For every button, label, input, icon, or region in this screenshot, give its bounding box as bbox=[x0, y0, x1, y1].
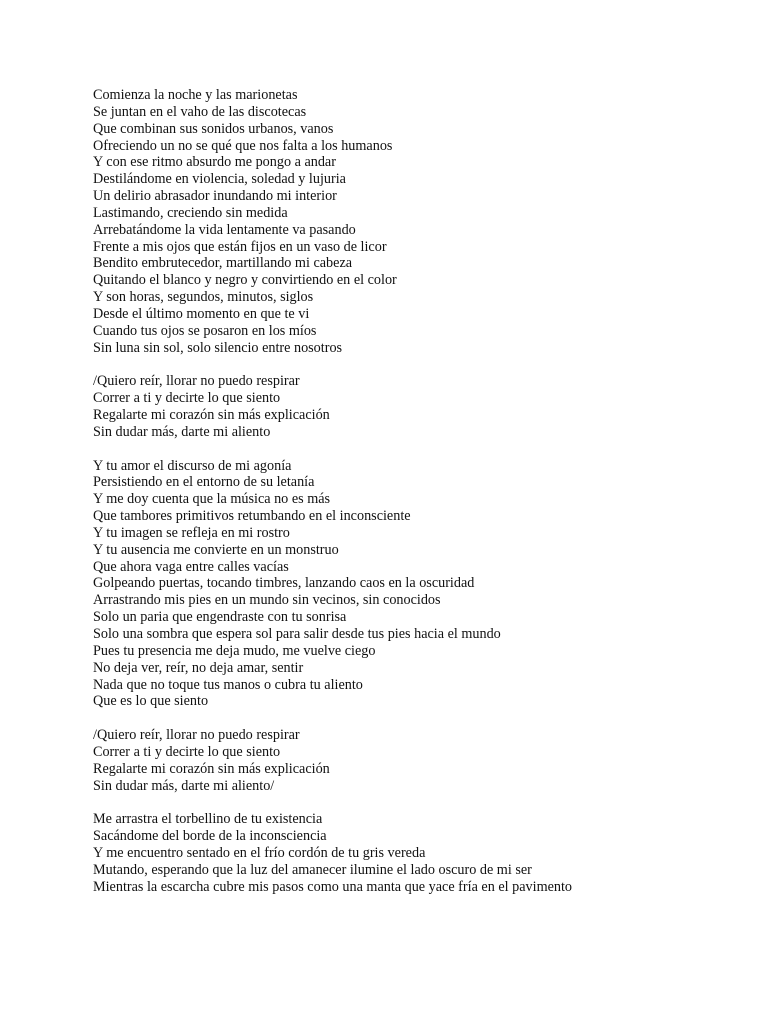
text-line: Desde el último momento en que te vi bbox=[93, 305, 310, 322]
text-line: Frente a mis ojos que están fijos en un vaso de licor bbox=[93, 238, 387, 255]
text-line: Mientras la escarcha cubre mis pasos como una manta que yace fría en el pavimento bbox=[93, 878, 573, 895]
text-line: Sin luna sin sol, solo silencio entre nosotros bbox=[93, 339, 343, 356]
text-line: Y tu amor el discurso de mi agonía bbox=[93, 457, 292, 474]
stanza bbox=[93, 87, 733, 357]
text-line: Y me encuentro sentado en el frío cordón de tu gris vereda bbox=[93, 844, 426, 861]
text-line: Correr a ti y decirte lo que siento bbox=[93, 390, 281, 407]
stanza bbox=[93, 458, 733, 711]
text-line: /Quiero reír, llorar no puedo respirar bbox=[93, 373, 300, 390]
text-line: Ofreciendo un no se qué que nos falta a los humanos bbox=[93, 137, 393, 154]
text-line: Regalarte mi corazón sin más explicación bbox=[93, 407, 330, 424]
stanza bbox=[93, 811, 733, 895]
text-line: Y con ese ritmo absurdo me pongo a andar bbox=[93, 154, 336, 171]
text-line: Bendito embrutecedor, martillando mi cabeza bbox=[93, 255, 353, 272]
text-line: Que combinan sus sonidos urbanos, vanos bbox=[93, 120, 334, 137]
text-line: Destilándome en violencia, soledad y lujuria bbox=[93, 171, 346, 188]
text-line: Nada que no toque tus manos o cubra tu aliento bbox=[93, 676, 363, 693]
text-line: Que tambores primitivos retumbando en el inconsciente bbox=[93, 508, 411, 525]
text-line: Y son horas, segundos, minutos, siglos bbox=[93, 289, 314, 306]
text-line: No deja ver, reír, no deja amar, sentir bbox=[93, 659, 304, 676]
text-line: Y tu ausencia me convierte en un monstruo bbox=[93, 541, 339, 558]
text-line: Solo un paria que engendraste con tu sonrisa bbox=[93, 609, 347, 626]
text-line: Comienza la noche y las marionetas bbox=[93, 87, 298, 103]
text-line: Persistiendo en el entorno de su letanía bbox=[93, 474, 315, 491]
text-line: Sin dudar más, darte mi aliento bbox=[93, 423, 271, 440]
stanza bbox=[93, 373, 733, 440]
text-line: Se juntan en el vaho de las discotecas bbox=[93, 103, 307, 120]
text-line: Lastimando, creciendo sin medida bbox=[93, 204, 288, 221]
text-line: Pues tu presencia me deja mudo, me vuelve ciego bbox=[93, 642, 376, 659]
text-line: Cuando tus ojos se posaron en los míos bbox=[93, 322, 317, 339]
text-line: Un delirio abrasador inundando mi interior bbox=[93, 188, 337, 205]
text-line: Sacándome del borde de la inconsciencia bbox=[93, 828, 327, 845]
text-line: Regalarte mi corazón sin más explicación bbox=[93, 760, 330, 777]
lyrics-text bbox=[93, 87, 733, 912]
text-line: Que ahora vaga entre calles vacías bbox=[93, 558, 289, 575]
text-line: Y tu imagen se refleja en mi rostro bbox=[93, 524, 290, 541]
text-line: Mutando, esperando que la luz del amanecer ilumine el lado oscuro de mi ser bbox=[93, 861, 532, 878]
text-line: Que es lo que siento bbox=[93, 693, 209, 710]
text-line: Solo una sombra que espera sol para salir desde tus pies hacia el mundo bbox=[93, 626, 501, 642]
text-line: Golpeando puertas, tocando timbres, lanzando caos en la oscuridad bbox=[93, 575, 475, 592]
text-line: Me arrastra el torbellino de tu existencia bbox=[93, 811, 323, 828]
text-line: Sin dudar más, darte mi aliento/ bbox=[93, 777, 275, 794]
text-line: /Quiero reír, llorar no puedo respirar bbox=[93, 727, 300, 744]
text-line: Arrebatándome la vida lentamente va pasando bbox=[93, 221, 356, 238]
text-line: Arrastrando mis pies en un mundo sin vecinos, sin conocidos bbox=[93, 592, 441, 609]
stanza bbox=[93, 727, 733, 794]
text-line: Y me doy cuenta que la música no es más bbox=[93, 491, 331, 508]
text-line: Correr a ti y decirte lo que siento bbox=[93, 743, 281, 760]
text-line: Quitando el blanco y negro y convirtiendo en el color bbox=[93, 272, 397, 289]
